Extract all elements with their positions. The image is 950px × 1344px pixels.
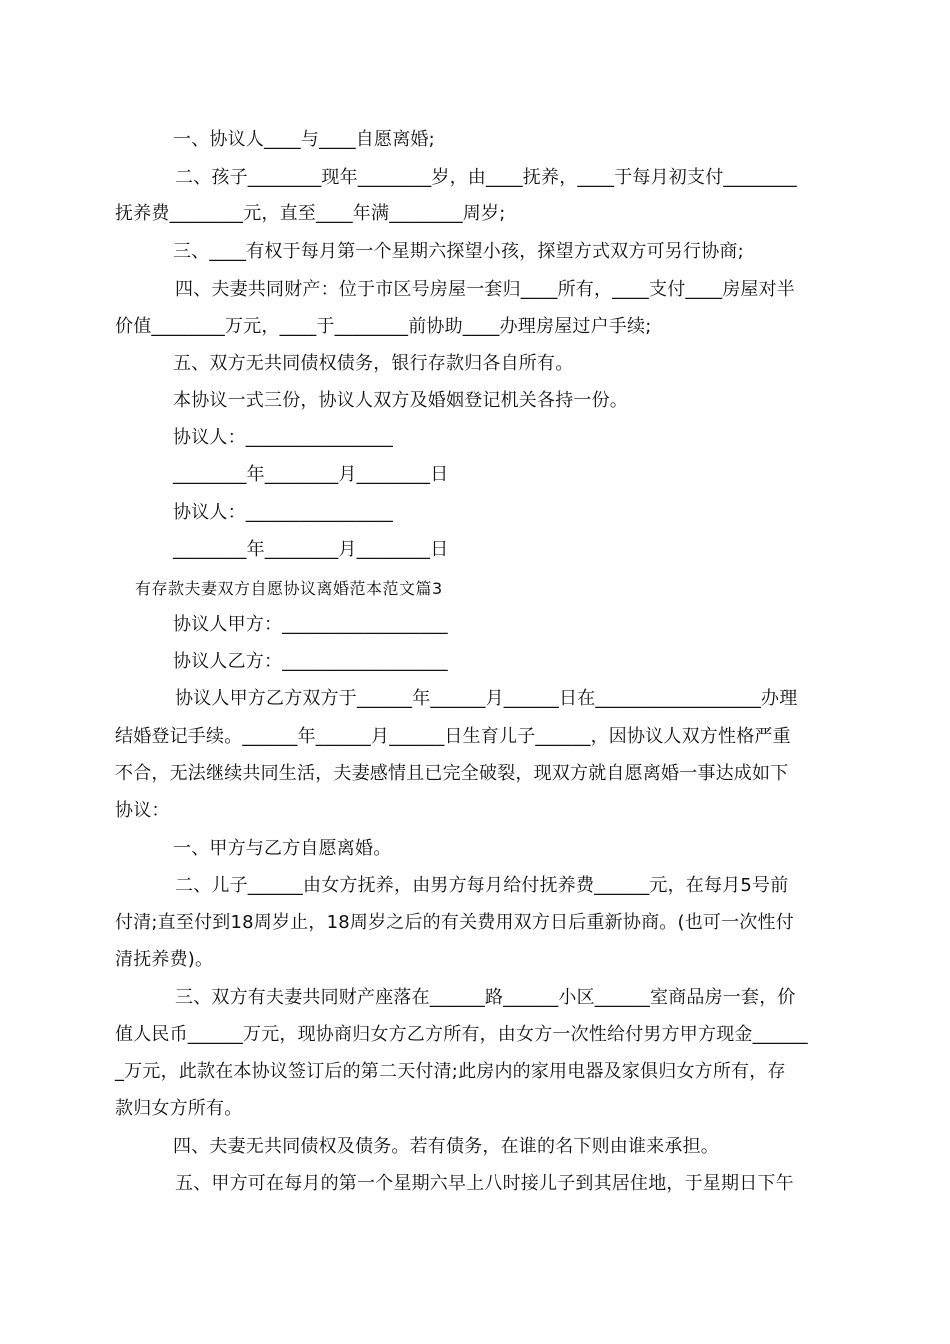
text-line: 二、儿子______由女方抚养，由男方每月给付抚养费______元，在每月5号前: [175, 875, 789, 896]
text-line: 抚养费________元，直至____年满________周岁;: [115, 203, 506, 224]
text-line: 不合，无法继续共同生活，夫妻感情且已完全破裂，现双方就自愿离婚一事达成如下: [115, 763, 789, 784]
party-b-line: 协议人乙方：__________________: [173, 651, 448, 672]
party-a-line: 协议人甲方：__________________: [173, 614, 448, 635]
date-line: ________年________月________日: [173, 539, 449, 560]
text-line: 三、____有权于每月第一个星期六探望小孩，探望方式双方可另行协商;: [173, 241, 744, 262]
text-line: 四、夫妻无共同债权及债务。若有债务，在谁的名下则由谁来承担。: [173, 1136, 719, 1157]
text-line: 协议人甲方乙方双方于______年______月______日在__________________办理: [175, 688, 798, 709]
date-line: ________年________月________日: [173, 464, 449, 485]
text-line: 四、夫妻共同财产：位于市区号房屋一套归____所有，____支付____房屋对半: [175, 279, 795, 300]
section-title: 有存款夫妻双方自愿协议离婚范本范文篇3: [135, 579, 443, 598]
text-line: 五、双方无共同债权债务，银行存款归各自所有。: [173, 353, 574, 374]
text-line: 价值________万元，____于________前协助____办理房屋过户手续;: [115, 316, 652, 337]
text-line: 三、双方有夫妻共同财产座落在______路______小区______室商品房一套，价: [175, 987, 796, 1008]
text-line: _万元，此款在本协议签订后的第二天付清;此房内的家用电器及家俱归女方所有，存: [115, 1061, 786, 1082]
text-line: 五、甲方可在每月的第一个星期六早上八时接儿子到其居住地，于星期日下午: [175, 1173, 794, 1194]
text-line: 款归女方所有。: [115, 1098, 243, 1119]
text-line: 协议：: [115, 800, 170, 821]
signature-line: 协议人：________________: [173, 427, 393, 448]
text-line: 本协议一式三份，协议人双方及婚姻登记机关各持一份。: [173, 390, 628, 411]
text-line: 清抚养费)。: [115, 949, 214, 970]
signature-line: 协议人：________________: [173, 502, 393, 523]
text-line: 二、孩子________现年________岁，由____抚养，____于每月初支付________: [175, 167, 797, 188]
text-line: 付清;直至付到18周岁止，18周岁之后的有关费用双方日后重新协商。(也可一次性付: [115, 912, 794, 933]
text-line: 一、协议人____与____自愿离婚;: [173, 129, 435, 150]
text-line: 一、甲方与乙方自愿离婚。: [173, 838, 392, 859]
text-line: 结婚登记手续。______年______月______日生育儿子______，因协议人双方性格严重: [115, 726, 791, 747]
text-line: 值人民币______万元，现协商归女方乙方所有，由女方一次性给付男方甲方现金______: [115, 1024, 808, 1045]
